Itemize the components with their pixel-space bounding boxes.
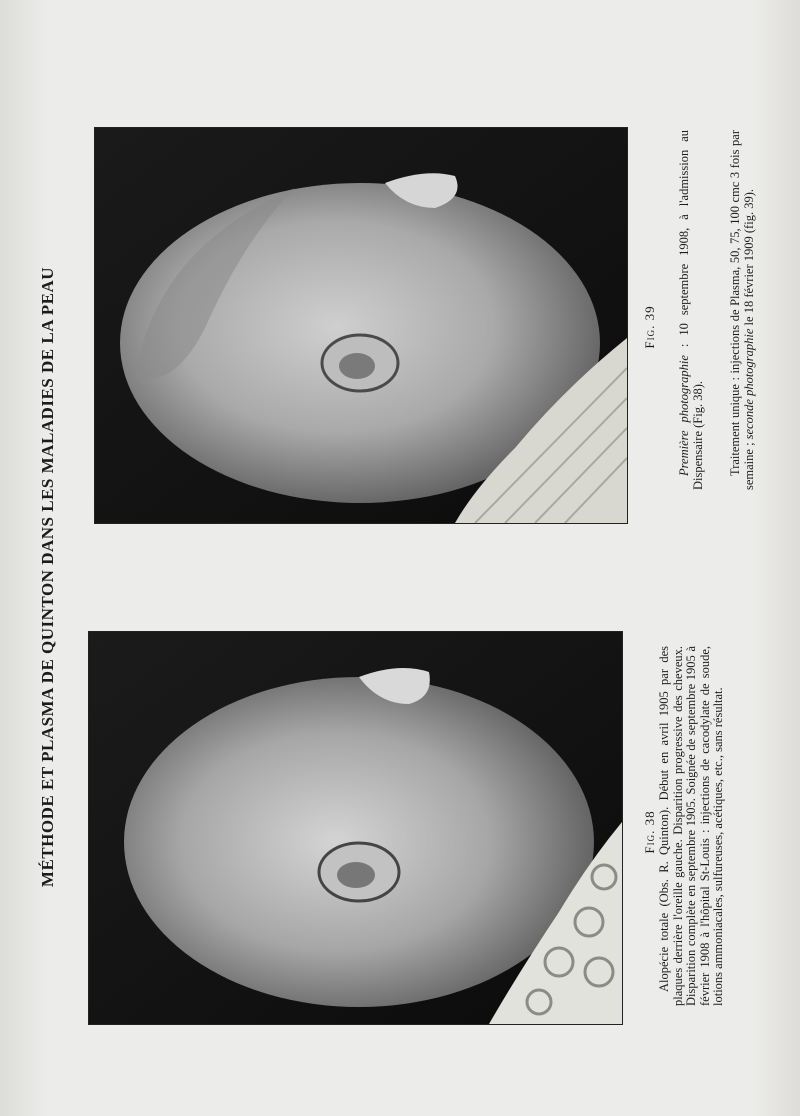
child-profile-before-treatment-image bbox=[89, 632, 622, 1024]
child-profile-after-treatment-image bbox=[95, 128, 627, 523]
caption-39-first-emphasis: Première photographie bbox=[677, 355, 691, 476]
figure-39-label: Fig. 39 bbox=[642, 305, 657, 349]
figure-39-caption-first bbox=[678, 130, 708, 490]
caption-39-second-post: le 18 février 1909 (fig. 39). bbox=[741, 189, 756, 329]
photo-fig-38 bbox=[89, 632, 622, 1024]
photo-fig-39 bbox=[95, 128, 627, 523]
figure-38-caption bbox=[658, 646, 758, 1006]
caption-39-first-text: : 10 septembre 1908, à l'admission au Dispensaire (Fig. 38). bbox=[677, 130, 705, 490]
caption-38-text: Alopécie totale (Obs. R. Quinton). Début en avril 1905 par des plaques derrière l'oreille gauche. Disparition progressive des cheveux. Disparition complète en septembre 1905. Soignée de septembre 1905 à février 1908 à l'hôpital St-Louis : injections de cacodylate de soude, lotions ammoniacales, sulfureuses, acétiques, etc., sans résultat. bbox=[657, 646, 726, 1006]
running-head: MÉTHODE ET PLASMA DE QUINTON DANS LES MALADIES DE LA PEAU bbox=[38, 266, 57, 888]
figure-38-label: Fig. 38 bbox=[642, 810, 657, 854]
figure-39-caption-second bbox=[729, 130, 773, 490]
caption-39-second-emphasis: seconde photographie bbox=[741, 328, 756, 440]
caption-39-second-pre: Traitement unique : injections de Plasma, 50, 75, 100 cmc 3 fois par semaine ; bbox=[728, 130, 756, 490]
